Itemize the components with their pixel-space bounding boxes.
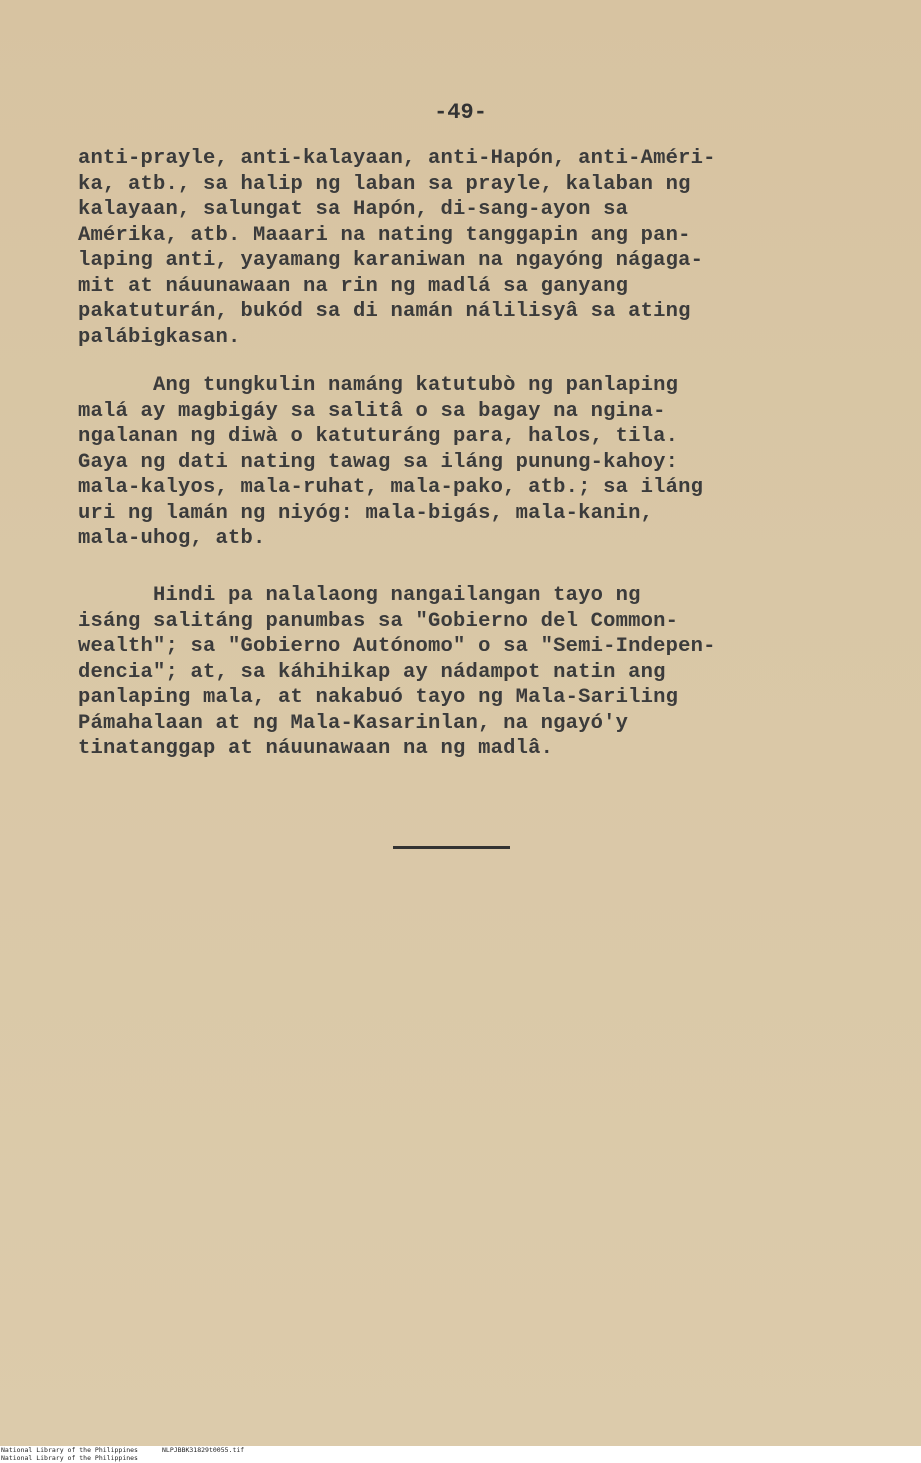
text-line: wealth"; sa "Gobierno Autónomo" o sa "Semi-Indepen- <box>78 635 716 658</box>
text-line: mala-kalyos, mala-ruhat, mala-pako, atb.; sa iláng <box>78 476 704 499</box>
text-line: kalayaan, salungat sa Hapón, di-sang-ayon sa <box>78 198 629 221</box>
scan-footer <box>0 1446 921 1463</box>
text-line: uri ng lamán ng niyóg: mala-bigás, mala-kanin, <box>78 501 654 525</box>
text-line: panlaping mala, at nakabuó tayo ng Mala-Sariling <box>78 686 679 709</box>
page-number: -49- <box>434 100 487 125</box>
paragraph-1 <box>78 146 878 350</box>
text-line: ka, atb., sa halip ng laban sa prayle, kalaban ng <box>78 172 691 196</box>
text-line: isáng salitáng panumbas sa "Gobierno del Common- <box>78 609 679 633</box>
footer-library-line: National Library of the Philippines <box>1 1446 138 1454</box>
text-line: malá ay magbigáy sa salitâ o sa bagay na ngina- <box>78 399 666 423</box>
text-line: palábigkasan. <box>78 325 241 349</box>
text-line: mit at náuunawaan na rin ng madlá sa ganyang <box>78 274 629 298</box>
text-line: ngalanan ng diwà o katuturáng para, halos, tila. <box>78 425 679 448</box>
paragraph-3 <box>78 583 878 762</box>
paragraph-2 <box>78 373 878 552</box>
text-line: Gaya ng dati nating tawag sa iláng punung-kahoy: <box>78 450 679 474</box>
text-line: Pámahalaan at ng Mala-Kasarinlan, na ngayó'y <box>78 711 629 735</box>
text-line: tinatanggap at náuunawaan na ng madlâ. <box>78 737 554 760</box>
section-divider <box>393 846 510 849</box>
text-line: Amérika, atb. Maaari na nating tanggapin ang pan- <box>78 223 691 247</box>
text-line: dencia"; at, sa káhihikap ay nádampot natin ang <box>78 660 666 684</box>
footer-library-line: National Library of the Philippines <box>1 1454 138 1462</box>
footer-file-id: NLPJBBK31829t0055.tif <box>162 1446 245 1454</box>
text-line: Hindi pa nalalaong nangailangan tayo ng <box>78 584 641 607</box>
text-line: anti-prayle, anti-kalayaan, anti-Hapón, anti-Améri- <box>78 147 716 170</box>
text-line: Ang tungkulin namáng katutubò ng panlaping <box>78 374 679 397</box>
text-line: pakatuturán, bukód sa di namán nálilisyâ sa ating <box>78 300 691 323</box>
text-line: mala-uhog, atb. <box>78 527 266 550</box>
text-line: laping anti, yayamang karaniwan na ngayóng nágaga- <box>78 249 704 272</box>
